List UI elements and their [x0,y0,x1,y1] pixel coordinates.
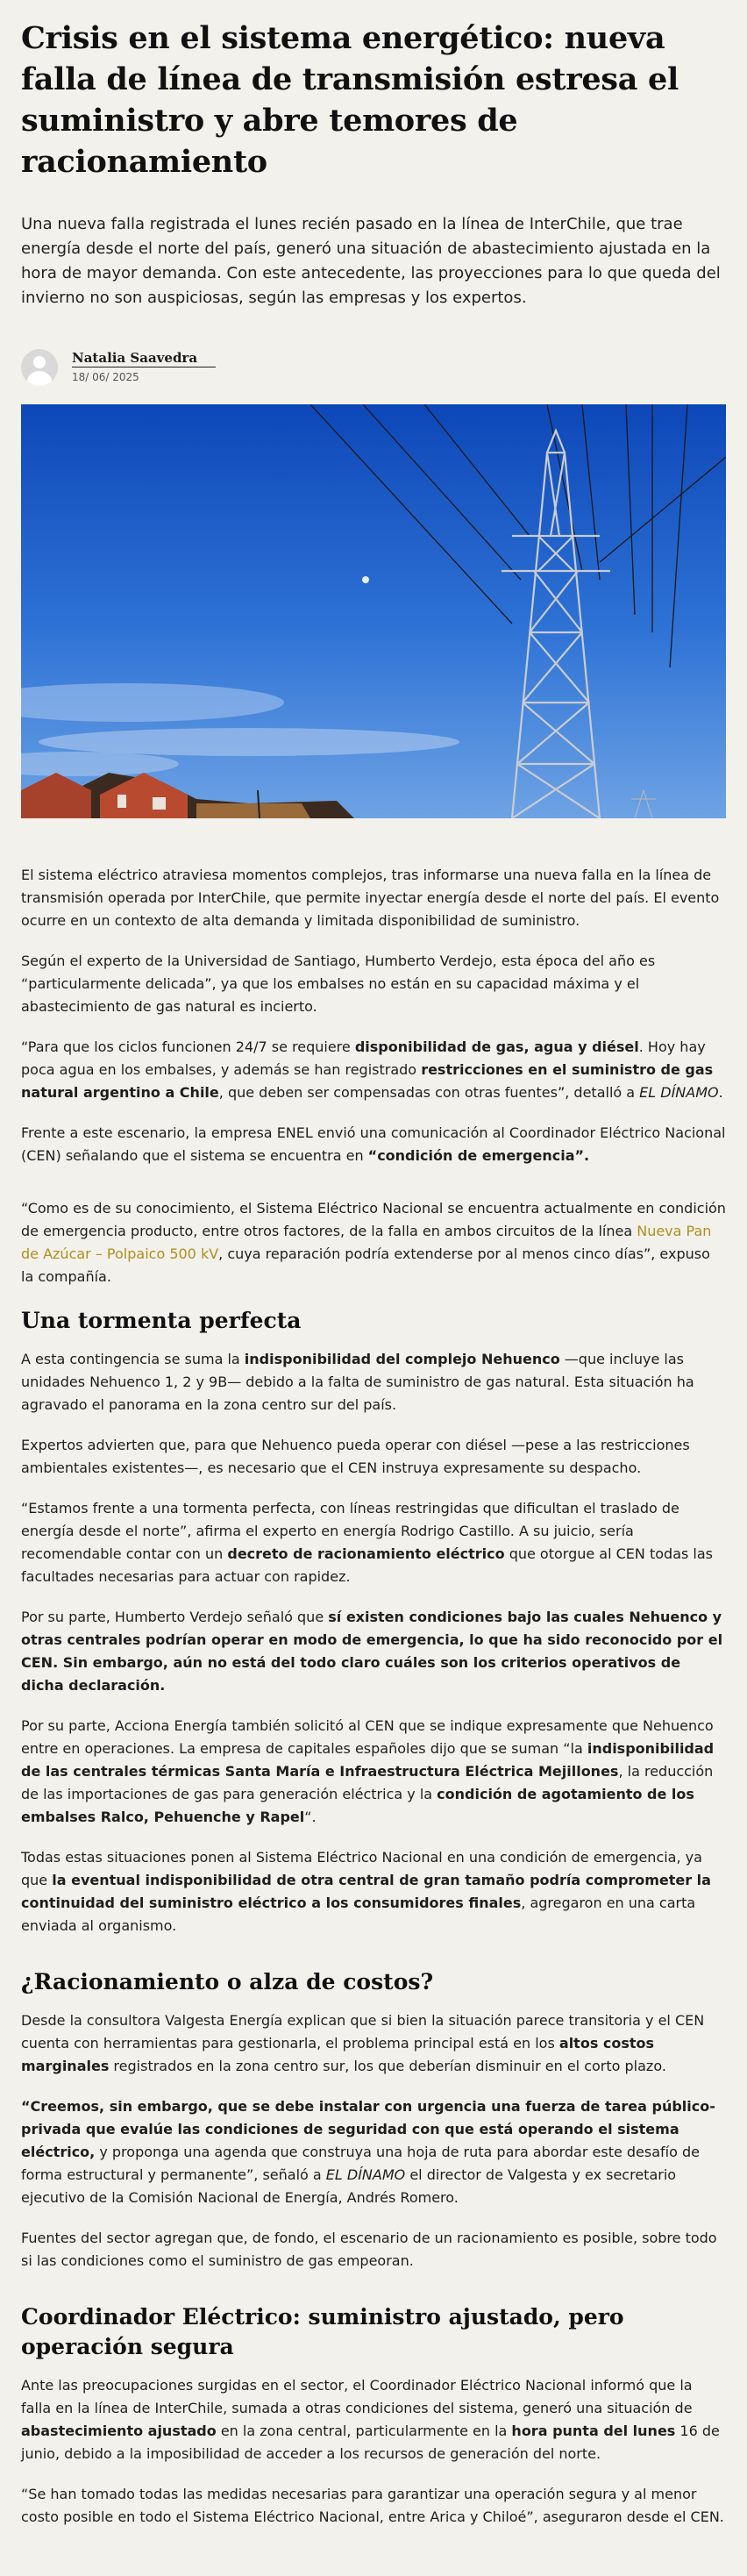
byline [21,349,726,386]
body-paragraph: El sistema eléctrico atraviesa momentos complejos, tras informarse una nueva falla en la línea de transmisión operada por InterChile, que permite inyectar energía desde el norte del país. El evento ocurre en un contexto de alta demanda y limitada disponibilidad de suministro. [21,867,720,929]
body-paragraph: “Se han tomado todas las medidas necesarias para garantizar una operación segura y al menor costo posible en todo el Sistema Eléctrico Nacional, entre Arica y Chiloé”, aseguraron desde el CEN. [21,2486,724,2525]
body-paragraph: “Estamos frente a una tormenta perfecta, con líneas restringidas que dificultan el traslado de energía desde el norte”, afirma el experto en energía Rodrigo Castillo. A su juicio, sería recomendable contar con un decreto de racionamiento eléctrico que otorgue al CEN todas las facultades necesarias para actuar con rapidez. [21,1500,713,1585]
body-paragraph: “Para que los ciclos funcionen 24/7 se requiere disponibilidad de gas, agua y diésel. Hoy hay poca agua en los embalses, y además se han registrado restricciones en el suministro de gas natural argentino a Chile, que deben ser compensadas con otras fuentes”, detalló a EL DÍNAMO. [21,1038,723,1101]
body-paragraph: Ante las preocupaciones surgidas en el sector, el Coordinador Eléctrico Nacional informó que la falla en la línea de InterChile, sumada a otras condiciones del sistema, generó una situación de abastecimiento ajustado en la zona central, particularmente en la hora punta del lunes 16 de junio, debido a la imposibilidad de acceder a los recursos de generación del norte. [21,2377,720,2462]
hero-image-transmission-tower [21,404,726,818]
line-link[interactable]: Nueva Pan de Azúcar – Polpaico 500 kV [21,1223,712,1262]
body-paragraph: Según el experto de la Universidad de Santiago, Humberto Verdejo, esta época del año es “particularmente delicada”, ya que los embalses no están en su capacidad máxima y el abastecimiento de gas natural es incierto. [21,953,656,1015]
body-paragraph: “Como es de su conocimiento, el Sistema Eléctrico Nacional se encuentra actualmente en condición de emergencia producto, entre otros factores, de la falla en ambos circuitos de la línea Nueva Pan de Azúcar – Polpaico 500 kV, cuya reparación podría extenderse por al menos cinco días”, expuso la compañía. [21,1200,726,1285]
section-heading: Una tormenta perfecta [21,1308,302,1333]
body-paragraph: Frente a este escenario, la empresa ENEL envió una comunicación al Coordinador Eléctrico Nacional (CEN) señalando que el sistema se encuentra en “condición de emergencia”. [21,1124,726,1164]
body-paragraph: A esta contingencia se suma la indisponibilidad del complejo Nehuenco —que incluye las unidades Nehuenco 1, 2 y 9B— debido a la falta de suministro de gas natural. Esta situación ha agravado el panorama en la zona centro sur del país. [21,1351,694,1413]
body-paragraph: Todas estas situaciones ponen al Sistema Eléctrico Nacional en una condición de emergencia, ya que la eventual indisponibilidad de otra central de gran tamaño podría comprometer la continuidad del suministro eléctrico a los consumidores finales, agregaron en una carta enviada al organismo. [21,1849,711,1934]
body-paragraph: Expertos advierten que, para que Nehuenco pueda operar con diésel —pese a las restricciones ambientales existentes—, es necesario que el CEN instruya expresamente su despacho. [21,1437,690,1476]
author-avatar-icon [21,349,58,386]
article-body [21,864,726,2529]
headline: Crisis en el sistema energético: nueva falla de línea de transmisión estresa el suministro y abre temores de racionamiento [21,20,679,180]
body-paragraph: Desde la consultora Valgesta Energía explican que si bien la situación parece transitoria y el CEN cuenta con herramientas para gestionarla, el problema principal está en los altos costos marginales registrados en la zona centro sur, los que deberían disminuir en el corto plazo. [21,2012,705,2074]
section-heading: ¿Racionamiento o alza de costos? [21,1969,434,1994]
body-paragraph: Por su parte, Acciona Energía también solicitó al CEN que se indique expresamente que Nehuenco entre en operaciones. La empresa de capitales españoles dijo que se suman “la indisponibilidad de las centrales térmicas Santa María e Infraestructura Eléctrica Mejillones, la reducción de las importaciones de gas para generación eléctrica y la condición de agotamiento de los embalses Ralco, Pehuenche y Rapel“. [21,1717,715,1825]
section-heading: Coordinador Eléctrico: suministro ajustado, pero operación segura [21,2304,624,2359]
publish-date: 18/ 06/ 2025 [72,371,139,383]
lead-paragraph: Una nueva falla registrada el lunes recién pasado en la línea de InterChile, que trae energía desde el norte del país, generó una situación de abastecimiento ajustada en la hora de mayor demanda. Con este antecedente, las proyecciones para lo que queda del invierno no son auspiciosas, según las empresas y los expertos. [21,215,721,307]
author-link[interactable]: Natalia Saavedra [72,350,216,367]
body-paragraph: “Creemos, sin embargo, que se debe instalar con urgencia una fuerza de tarea público-privada que evalúe las condiciones de seguridad con que está operando el sistema eléctrico, y proponga una agenda que construya una hoja de ruta para abordar este desafío de forma estructural y permanente”, señaló a EL DÍNAMO el director de Valgesta y ex secretario ejecutivo de la Comisión Nacional de Energía, Andrés Romero. [21,2098,715,2206]
body-paragraph: Fuentes del sector agregan que, de fondo, el escenario de un racionamiento es posible, sobre todo si las condiciones como el suministro de gas empeoran. [21,2230,717,2269]
body-paragraph: Por su parte, Humberto Verdejo señaló que sí existen condiciones bajo las cuales Nehuenco y otras centrales podrían operar en modo de emergencia, lo que ha sido reconocido por el CEN. Sin embargo, aún no está del todo claro cuáles son los criterios operativos de dicha declaración. [21,1609,723,1694]
